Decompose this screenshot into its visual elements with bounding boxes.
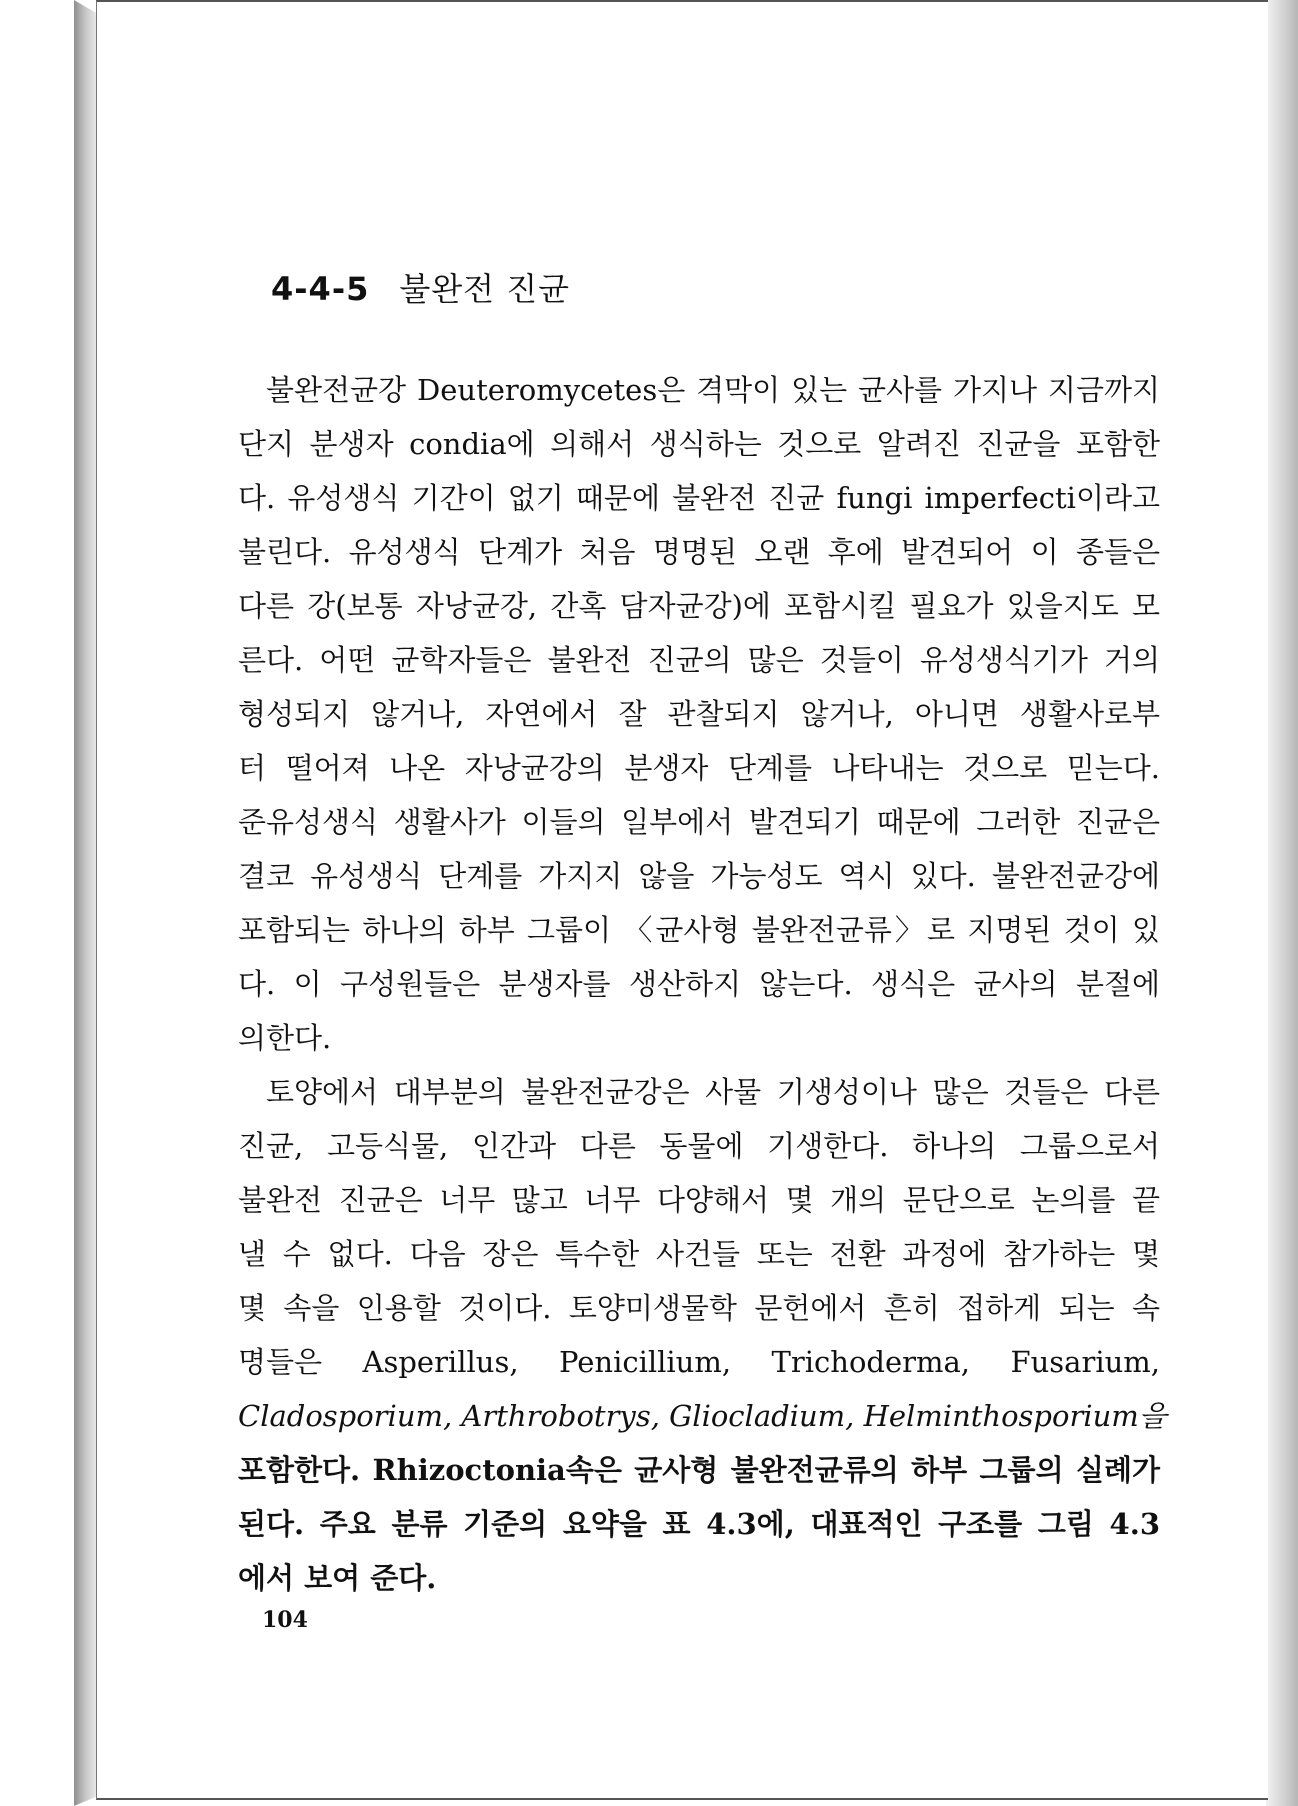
- text-line: 불완전 진균은 너무 많고 너무 다양해서 몇 개의 문단으로 논의를 끝: [238, 1183, 1160, 1217]
- text-line: 터 떨어져 나온 자낭균강의 분생자 단계를 나타내는 것으로 믿는다.: [238, 751, 1160, 785]
- text-line: 된다. 주요 분류 기준의 요약을 표 4.3에, 대표적인 구조를 그림 4.3: [238, 1507, 1160, 1541]
- text-line: 다른 강(보통 자낭균강, 간혹 담자균강)에 포함시킬 필요가 있을지도 모: [238, 589, 1160, 623]
- text-line: 다. 유성생식 기간이 없기 때문에 불완전 진균 fungi imperfecti이라고: [238, 481, 1160, 515]
- text-line: 토양에서 대부분의 불완전균강은 사물 기생성이나 많은 것들은 다른: [266, 1075, 1160, 1109]
- text-line: 른다. 어떤 균학자들은 불완전 진균의 많은 것들이 유성생식기가 거의: [238, 643, 1160, 677]
- book-right-page-edge: [1266, 0, 1298, 1806]
- text-line: 포함한다. Rhizoctonia속은 균사형 불완전균류의 하부 그룹의 실례가: [238, 1453, 1160, 1487]
- text-line: 진균, 고등식물, 인간과 다른 동물에 기생한다. 하나의 그룹으로서: [238, 1129, 1160, 1163]
- text-line: 의한다.: [238, 1021, 332, 1055]
- page-number: 104: [262, 1607, 308, 1633]
- text-line: 불완전균강 Deuteromycetes은 격막이 있는 균사를 가지나 지금까지: [266, 373, 1160, 407]
- text-line: 에서 보여 준다.: [238, 1561, 437, 1595]
- text-line: 결코 유성생식 단계를 가지지 않을 가능성도 역시 있다. 불완전균강에: [238, 859, 1160, 893]
- book-spine-left-edge: [74, 0, 98, 1806]
- section-number: 4-4-5: [271, 270, 370, 308]
- text-line: 낼 수 없다. 다음 장은 특수한 사건들 또는 전환 과정에 참가하는 몇: [238, 1237, 1160, 1271]
- text-line: 단지 분생자 condia에 의해서 생식하는 것으로 알려진 진균을 포함한: [238, 427, 1160, 461]
- section-heading: [271, 264, 570, 310]
- text-line: 불린다. 유성생식 단계가 처음 명명된 오랜 후에 발견되어 이 종들은: [238, 535, 1160, 569]
- section-title: 불완전 진균: [399, 270, 571, 308]
- body-text: [238, 363, 1167, 1605]
- text-line: 몇 속을 인용할 것이다. 토양미생물학 문헌에서 흔히 접하게 되는 속: [238, 1291, 1160, 1325]
- text-line: 다. 이 구성원들은 분생자를 생산하지 않는다. 생식은 균사의 분절에: [238, 967, 1160, 1001]
- paragraph-2: [238, 1065, 1167, 1605]
- text-line: 형성되지 않거나, 자연에서 잘 관찰되지 않거나, 아니면 생활사로부: [238, 697, 1160, 731]
- text-line: 포함되는 하나의 하부 그룹이 〈균사형 불완전균류〉로 지명된 것이 있: [238, 913, 1160, 947]
- text-line: Cladosporium, Arthrobotrys, Gliocladium, Helminthosporium을: [238, 1399, 1167, 1433]
- text-line: 준유성생식 생활사가 이들의 일부에서 발견되기 때문에 그러한 진균은: [238, 805, 1160, 839]
- paragraph-1: [238, 363, 1160, 1065]
- text-line: 명들은 Asperillus, Penicillium, Trichoderma, Fusarium,: [238, 1345, 1160, 1379]
